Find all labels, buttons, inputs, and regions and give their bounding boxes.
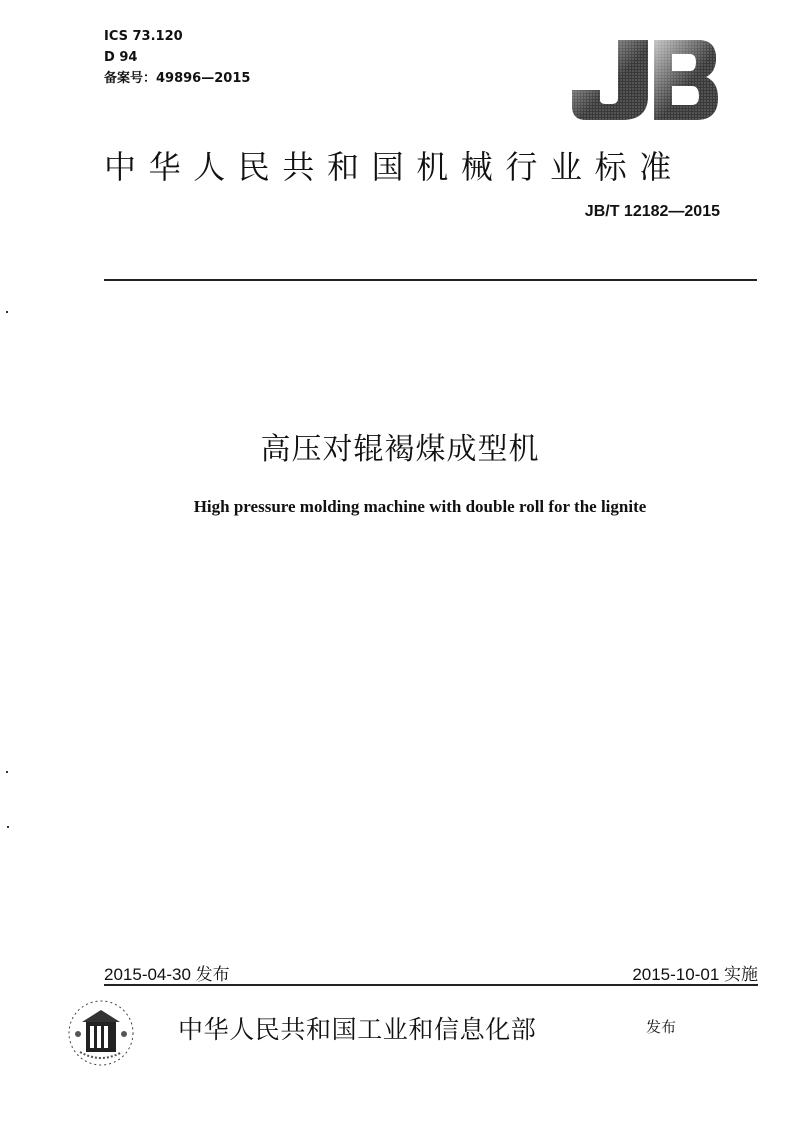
footer-divider (104, 984, 758, 986)
classification-block (104, 26, 250, 89)
record-number: 备案号：49896—2015 (104, 71, 251, 86)
title-english: High pressure molding machine with double roll for the lignite (193, 497, 647, 516)
publish-date: 2015-04-30 发布 (104, 965, 230, 984)
effective-date: 2015-10-01 实施 (632, 965, 758, 984)
header-divider (104, 279, 757, 281)
jb-logo (572, 40, 718, 120)
class-code: D 94 (104, 50, 138, 65)
publisher-name: 中华人民共和国工业和信息化部 (178, 1015, 537, 1044)
standard-code: JB/T 12182—2015 (584, 203, 720, 220)
scan-speck (6, 771, 8, 773)
scan-speck (7, 826, 9, 828)
publisher-suffix: 发布 (646, 1018, 677, 1036)
ics-code: ICS 73.120 (104, 29, 183, 44)
letter-b (654, 40, 718, 120)
scan-speck (6, 311, 8, 313)
ministry-emblem-icon (66, 998, 136, 1068)
letter-j (572, 40, 648, 120)
title-chinese: 高压对辊褐煤成型机 (260, 432, 540, 467)
issuing-category-title: 中华人民共和国机械行业标准 (104, 148, 684, 186)
